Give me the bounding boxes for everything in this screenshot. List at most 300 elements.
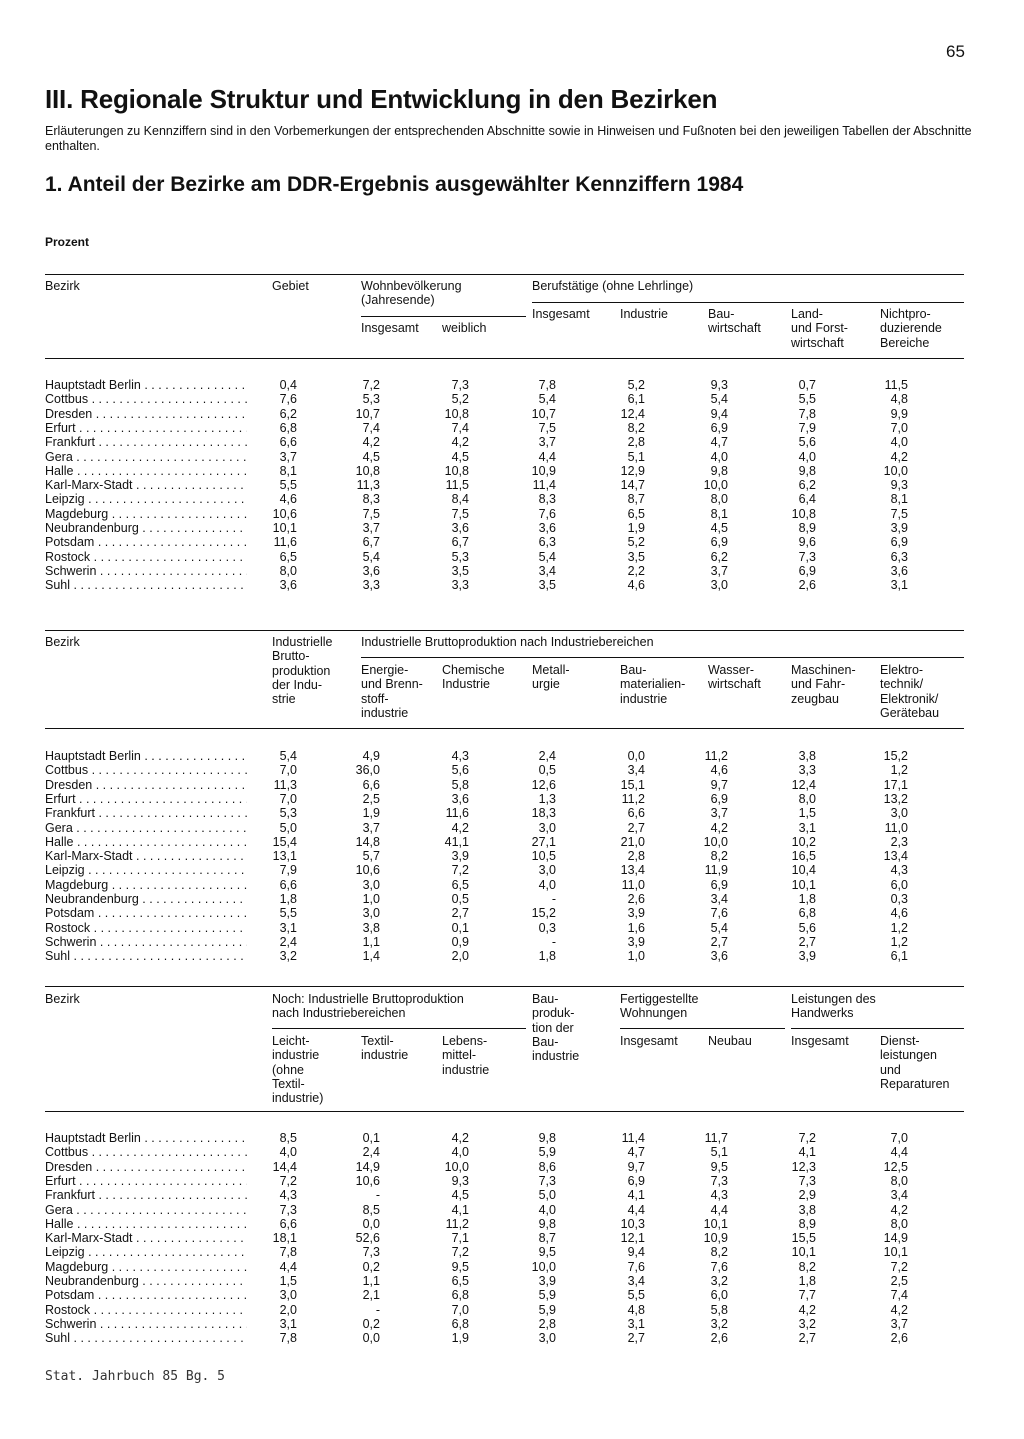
district-label: Karl-Marx-Stadt . . . (45, 849, 247, 863)
table-cell: 10,8 (791, 506, 816, 521)
table-row (0, 778, 1024, 792)
table-cell: 3,9 (538, 1274, 556, 1288)
district-label: Schwerin . . . (45, 564, 247, 578)
table-cell: 1,2 (890, 934, 908, 949)
t3-sub-rule-handwerk (791, 1028, 964, 1029)
table-cell: 7,7 (798, 1288, 816, 1303)
table-cell: 3,3 (798, 763, 816, 778)
district-label: Rostock . . . (45, 1303, 247, 1317)
table-row (0, 792, 1024, 806)
table-cell: 3,9 (890, 521, 908, 535)
table-cell: 3,7 (538, 435, 556, 450)
table-cell: 7,3 (798, 1173, 816, 1188)
table-cell: 7,0 (890, 420, 908, 435)
table-cell: 13,1 (272, 849, 297, 864)
page-number: 65 (946, 42, 965, 61)
t1-header-bezirk: Bezirk (45, 279, 80, 293)
table-cell: 2,9 (798, 1188, 816, 1203)
t3-header-noch: Noch: Industrielle Bruttoproduktion nach Industriebereichen (272, 992, 464, 1021)
table-cell: 4,8 (890, 392, 908, 407)
table-cell: 0,7 (798, 378, 816, 392)
t3-sub-rule-noch (272, 1028, 526, 1029)
table-cell: 3,4 (710, 892, 728, 906)
table-cell: 7,6 (710, 1259, 728, 1274)
table-cell: 0,5 (451, 892, 469, 906)
table-cell: 10,1 (791, 1245, 816, 1260)
district-label: Cottbus . . . (45, 392, 247, 406)
table-row (0, 821, 1024, 835)
table-cell: 5,0 (538, 1188, 556, 1203)
table-row (0, 763, 1024, 777)
table-cell: 0,0 (362, 1216, 380, 1231)
table-cell: 3,1 (798, 820, 816, 835)
table-row (0, 1188, 1024, 1202)
table-cell: 3,7 (710, 563, 728, 578)
table-cell: 3,0 (538, 863, 556, 878)
table-cell: 5,4 (279, 749, 297, 763)
table-cell: 5,7 (362, 849, 380, 864)
table-row (0, 1317, 1024, 1331)
table-cell: 3,6 (451, 521, 469, 535)
table-cell: 1,0 (627, 949, 645, 964)
t1-sub-rule-b (532, 302, 964, 303)
table-cell: 11,0 (621, 877, 645, 892)
table-cell: 1,8 (798, 1274, 816, 1288)
table-cell: - (551, 892, 556, 906)
district-label: Cottbus . . . (45, 763, 247, 777)
district-label: Cottbus . . . (45, 1145, 247, 1159)
table-cell: 10,9 (531, 463, 556, 478)
table-cell: 10,1 (272, 521, 297, 535)
table-cell: 6,9 (710, 535, 728, 550)
table-row (0, 921, 1024, 935)
table-cell: 2,7 (627, 820, 645, 835)
table-cell: 8,0 (798, 791, 816, 806)
table-cell: 6,8 (798, 906, 816, 921)
table-cell: 18,3 (531, 806, 556, 821)
table-cell: 4,1 (627, 1188, 645, 1203)
table-cell: 7,5 (362, 506, 380, 521)
table-cell: 3,6 (451, 791, 469, 806)
table-cell: 11,6 (445, 806, 469, 821)
table-cell: 8,2 (627, 420, 645, 435)
table-cell: 0,9 (451, 934, 469, 949)
table-cell: 18,1 (272, 1231, 297, 1246)
table-cell: 4,2 (890, 449, 908, 464)
t2-header-wasser: Wasser- wirtschaft (708, 663, 761, 692)
table-row (0, 1174, 1024, 1188)
table-cell: 13,4 (620, 863, 645, 878)
t2-header-bezirk: Bezirk (45, 635, 80, 649)
table-cell: 2,6 (627, 892, 645, 906)
table-cell: 11,6 (273, 535, 297, 550)
district-label: Rostock . . . (45, 921, 247, 935)
table-cell: 6,5 (279, 549, 297, 564)
footer-note: Stat. Jahrbuch 85 Bg. 5 (45, 1369, 226, 1384)
table-row (0, 1274, 1024, 1288)
table-cell: 0,2 (362, 1316, 380, 1331)
table-cell: 10,0 (703, 834, 728, 849)
table-cell: 6,9 (627, 1173, 645, 1188)
table-cell: 7,3 (710, 1173, 728, 1188)
table-cell: 5,6 (798, 920, 816, 935)
table-cell: 3,9 (627, 934, 645, 949)
table-cell: 3,0 (890, 806, 908, 821)
table-cell: 6,6 (279, 877, 297, 892)
t3-header-bauprod: Bau- produk- tion der Bau- industrie (532, 992, 580, 1064)
table-1-top-rule (45, 274, 964, 275)
table-cell: 6,6 (627, 806, 645, 821)
table-cell: 3,2 (710, 1316, 728, 1331)
table-cell: 9,3 (890, 478, 908, 493)
table-cell: 10,1 (703, 1216, 728, 1231)
table-cell: 5,6 (451, 763, 469, 778)
table-cell: 3,1 (279, 920, 297, 935)
table-cell: 41,1 (444, 834, 469, 849)
district-label: Potsdam . . . (45, 535, 247, 549)
table-cell: 3,6 (890, 563, 908, 578)
table-cell: 7,2 (362, 378, 380, 392)
table-2-header-rule (45, 728, 964, 729)
table-cell: 10,6 (355, 863, 380, 878)
table-cell: 6,2 (798, 478, 816, 493)
table-cell: 4,6 (710, 763, 728, 778)
table-cell: 9,5 (451, 1259, 469, 1274)
table-cell: 7,0 (279, 763, 297, 778)
table-cell: 8,1 (890, 492, 908, 507)
t2-sub-rule (361, 657, 964, 658)
table-cell: 1,0 (362, 892, 380, 906)
table-cell: 7,4 (451, 420, 469, 435)
table-cell: - (375, 1302, 380, 1317)
table-cell: 5,5 (627, 1288, 645, 1303)
table-cell: 4,4 (279, 1259, 297, 1274)
table-cell: 2,5 (890, 1274, 908, 1288)
table-cell: 6,2 (279, 406, 297, 421)
district-label: Schwerin . . . (45, 1317, 247, 1331)
table-row (0, 849, 1024, 863)
table-cell: 11,0 (884, 820, 908, 835)
t3-header-leicht: Leicht- industrie (ohne Textil- industrie) (272, 1034, 324, 1106)
t2-header-baumat: Bau- materialien- industrie (620, 663, 686, 706)
table-cell: 8,7 (627, 492, 645, 507)
table-cell: 6,6 (279, 435, 297, 450)
table-cell: 11,3 (273, 777, 297, 792)
table-cell: 5,5 (279, 906, 297, 921)
district-label: Hauptstadt Berlin . . . (45, 1131, 247, 1145)
table-cell: 3,4 (627, 763, 645, 778)
table-cell: 2,4 (279, 934, 297, 949)
district-label: Dresden . . . (45, 407, 247, 421)
table-cell: 0,0 (627, 749, 645, 763)
district-label: Frankfurt . . . (45, 435, 247, 449)
table-cell: 3,1 (627, 1316, 645, 1331)
table-cell: 14,9 (883, 1231, 908, 1246)
district-label: Halle . . . (45, 835, 247, 849)
table-cell: 3,0 (538, 820, 556, 835)
table-cell: 6,7 (451, 535, 469, 550)
table-cell: 7,2 (890, 1259, 908, 1274)
district-label: Rostock . . . (45, 550, 247, 564)
table-cell: 9,4 (710, 406, 728, 421)
table-row (0, 835, 1024, 849)
t3-sub-rule-fertig (620, 1028, 785, 1029)
table-cell: 0,2 (362, 1259, 380, 1274)
table-row (0, 1303, 1024, 1317)
table-cell: 15,2 (883, 749, 908, 763)
table-cell: 5,4 (538, 549, 556, 564)
table-cell: 15,2 (531, 906, 556, 921)
district-label: Leipzig . . . (45, 1245, 247, 1259)
table-cell: 0,3 (890, 892, 908, 906)
table-cell: 9,5 (710, 1159, 728, 1174)
table-cell: 6,3 (890, 549, 908, 564)
table-cell: 4,3 (710, 1188, 728, 1203)
table-cell: 4,0 (538, 877, 556, 892)
table-row (0, 1231, 1024, 1245)
t3-header-h-insgesamt: Insgesamt (791, 1034, 849, 1048)
table-cell: 5,2 (451, 392, 469, 407)
table-cell: 14,8 (355, 834, 380, 849)
table-cell: 5,3 (279, 806, 297, 821)
table-cell: 8,2 (710, 1245, 728, 1260)
table-cell: 4,8 (627, 1302, 645, 1317)
district-label: Hauptstadt Berlin . . . (45, 749, 247, 763)
table-row (0, 906, 1024, 920)
district-label: Potsdam . . . (45, 1288, 247, 1302)
table-cell: 4,0 (451, 1145, 469, 1160)
table-cell: 3,8 (798, 749, 816, 763)
table-cell: 2,7 (627, 1331, 645, 1346)
table-cell: 0,4 (279, 378, 297, 392)
table-cell: 9,9 (890, 406, 908, 421)
table-cell: 7,2 (451, 863, 469, 878)
table-cell: 4,2 (890, 1202, 908, 1217)
table-cell: 8,5 (279, 1131, 297, 1145)
table-cell: 7,5 (451, 506, 469, 521)
table-cell: 3,5 (538, 578, 556, 593)
table-cell: 9,8 (538, 1131, 556, 1145)
table-cell: 7,8 (279, 1245, 297, 1260)
table-cell: 4,1 (451, 1202, 469, 1217)
t1-header-industrie: Industrie (620, 307, 668, 321)
table-cell: 6,8 (451, 1316, 469, 1331)
table-cell: 2,5 (362, 791, 380, 806)
table-cell: 12,5 (883, 1159, 908, 1174)
table-cell: 1,1 (362, 934, 380, 949)
table-cell: 6,0 (710, 1288, 728, 1303)
t3-header-textil: Textil- industrie (361, 1034, 409, 1063)
table-cell: 11,7 (704, 1131, 728, 1145)
table-cell: 6,6 (362, 777, 380, 792)
district-label: Erfurt . . . (45, 792, 247, 806)
table-cell: 8,3 (362, 492, 380, 507)
table-row (0, 507, 1024, 521)
district-label: Neubrandenburg . . . (45, 521, 247, 535)
table-row (0, 550, 1024, 564)
table-cell: 3,8 (798, 1202, 816, 1217)
table-cell: 1,8 (538, 949, 556, 964)
table-cell: 7,0 (890, 1131, 908, 1145)
table-cell: 6,9 (710, 877, 728, 892)
table-cell: 21,0 (620, 834, 645, 849)
table-cell: 9,7 (627, 1159, 645, 1174)
table-cell: 3,1 (279, 1316, 297, 1331)
table-cell: 2,4 (538, 749, 556, 763)
table-cell: 8,1 (710, 506, 728, 521)
table-cell: 4,6 (890, 906, 908, 921)
table-cell: 8,1 (279, 463, 297, 478)
district-label: Dresden . . . (45, 778, 247, 792)
t3-header-dienst: Dienst- leistungen und Reparaturen (880, 1034, 950, 1091)
table-cell: 8,0 (710, 492, 728, 507)
table-cell: 5,0 (279, 820, 297, 835)
table-2-top-rule (45, 630, 964, 631)
table-cell: 4,4 (627, 1202, 645, 1217)
table-cell: 2,8 (627, 435, 645, 450)
table-cell: 3,7 (362, 820, 380, 835)
table-cell: 5,4 (362, 549, 380, 564)
table-cell: 5,1 (627, 449, 645, 464)
table-cell: 10,8 (355, 463, 380, 478)
table-cell: 7,0 (279, 791, 297, 806)
t1-header-berufst: Berufstätige (ohne Lehrlinge) (532, 279, 694, 293)
table-cell: 6,9 (798, 563, 816, 578)
t3-header-lebens: Lebens- mittel- industrie (442, 1034, 490, 1077)
table-cell: 5,2 (627, 535, 645, 550)
table-cell: 9,8 (710, 463, 728, 478)
t1-header-insgesamt: Insgesamt (361, 321, 419, 335)
table-cell: 5,5 (798, 392, 816, 407)
table-cell: 16,5 (791, 849, 816, 864)
table-cell: 2,7 (798, 934, 816, 949)
page-title: III. Regionale Struktur und Entwicklung in den Bezirken (45, 84, 718, 114)
table-cell: 4,0 (279, 1145, 297, 1160)
table-cell: 10,2 (791, 834, 816, 849)
table-cell: 2,7 (710, 934, 728, 949)
table-cell: 3,5 (451, 563, 469, 578)
table-cell: 3,9 (627, 906, 645, 921)
table-cell: 3,7 (710, 806, 728, 821)
table-cell: 4,1 (798, 1145, 816, 1160)
table-cell: 7,1 (451, 1231, 469, 1246)
table-cell: 3,0 (538, 1331, 556, 1346)
table-row (0, 949, 1024, 963)
table-cell: 3,7 (362, 521, 380, 535)
table-cell: 3,6 (710, 949, 728, 964)
table-cell: 7,3 (362, 1245, 380, 1260)
district-label: Frankfurt . . . (45, 1188, 247, 1202)
table-row (0, 564, 1024, 578)
table-cell: 11,4 (532, 478, 556, 493)
table-cell: 10,0 (883, 463, 908, 478)
table-row (0, 521, 1024, 535)
table-cell: 7,8 (798, 406, 816, 421)
table-cell: 4,5 (451, 1188, 469, 1203)
t1-header-wohnbev: Wohnbevölkerung (Jahresende) (361, 279, 462, 308)
table-cell: - (375, 1188, 380, 1203)
table-cell: 7,8 (279, 1331, 297, 1346)
table-cell: 7,2 (798, 1131, 816, 1145)
table-cell: 6,6 (279, 1216, 297, 1231)
table-row (0, 407, 1024, 421)
table-cell: 9,6 (798, 535, 816, 550)
t2-header-elektro: Elektro- technik/ Elektronik/ Gerätebau (880, 663, 940, 720)
district-label: Halle . . . (45, 464, 247, 478)
district-label: Erfurt . . . (45, 421, 247, 435)
table-cell: 2,3 (890, 834, 908, 849)
table-cell: 7,5 (538, 420, 556, 435)
table-row (0, 892, 1024, 906)
table-row (0, 878, 1024, 892)
district-label: Hauptstadt Berlin . . . (45, 378, 247, 392)
table-cell: 11,5 (884, 378, 908, 392)
table-cell: 5,3 (451, 549, 469, 564)
table-cell: 4,7 (710, 435, 728, 450)
table-cell: 8,2 (710, 849, 728, 864)
table-cell: 6,2 (710, 549, 728, 564)
table-cell: 1,3 (538, 791, 556, 806)
table-cell: 12,6 (531, 777, 556, 792)
table-cell: 3,1 (890, 578, 908, 593)
table-cell: 7,2 (279, 1173, 297, 1188)
table-cell: 1,9 (627, 521, 645, 535)
table-cell: 14,9 (355, 1159, 380, 1174)
table-row (0, 578, 1024, 592)
table-cell: 0,1 (451, 920, 469, 935)
table-row (0, 1245, 1024, 1259)
table-cell: 4,3 (451, 749, 469, 763)
table-cell: 2,1 (362, 1288, 380, 1303)
table-row (0, 806, 1024, 820)
table-cell: 3,9 (451, 849, 469, 864)
table-cell: 6,9 (710, 420, 728, 435)
table-cell: 4,7 (627, 1145, 645, 1160)
table-cell: 8,2 (798, 1259, 816, 1274)
table-cell: 9,8 (538, 1216, 556, 1231)
t2-header-energie: Energie- und Brenn- stoff- industrie (361, 663, 423, 720)
table-cell: 3,6 (279, 578, 297, 593)
table-cell: 6,3 (538, 535, 556, 550)
table-cell: 10,7 (355, 406, 380, 421)
table-cell: 4,2 (451, 435, 469, 450)
table-row (0, 392, 1024, 406)
table-cell: 4,2 (890, 1302, 908, 1317)
district-label: Neubrandenburg . . . (45, 1274, 247, 1288)
t2-header-group: Industrielle Bruttoproduktion nach Industriebereichen (361, 635, 654, 649)
t2-header-chemie: Chemische Industrie (442, 663, 505, 692)
table-cell: 6,5 (451, 877, 469, 892)
table-row (0, 1131, 1024, 1145)
table-cell: 4,0 (538, 1202, 556, 1217)
table-cell: 2,0 (279, 1302, 297, 1317)
table-cell: 7,3 (798, 549, 816, 564)
table-cell: 13,2 (883, 791, 908, 806)
table-cell: 36,0 (355, 763, 380, 778)
table-cell: 11,5 (445, 478, 469, 493)
table-row (0, 1145, 1024, 1159)
table-row (0, 535, 1024, 549)
table-cell: 11,9 (704, 863, 728, 878)
t1-sub-rule-w (361, 316, 526, 317)
table-row (0, 1217, 1024, 1231)
table-cell: 3,0 (362, 877, 380, 892)
table-cell: 10,0 (444, 1159, 469, 1174)
table-3-header-rule (45, 1111, 964, 1112)
table-cell: 4,5 (710, 521, 728, 535)
table-cell: 3,0 (279, 1288, 297, 1303)
district-label: Gera . . . (45, 821, 247, 835)
